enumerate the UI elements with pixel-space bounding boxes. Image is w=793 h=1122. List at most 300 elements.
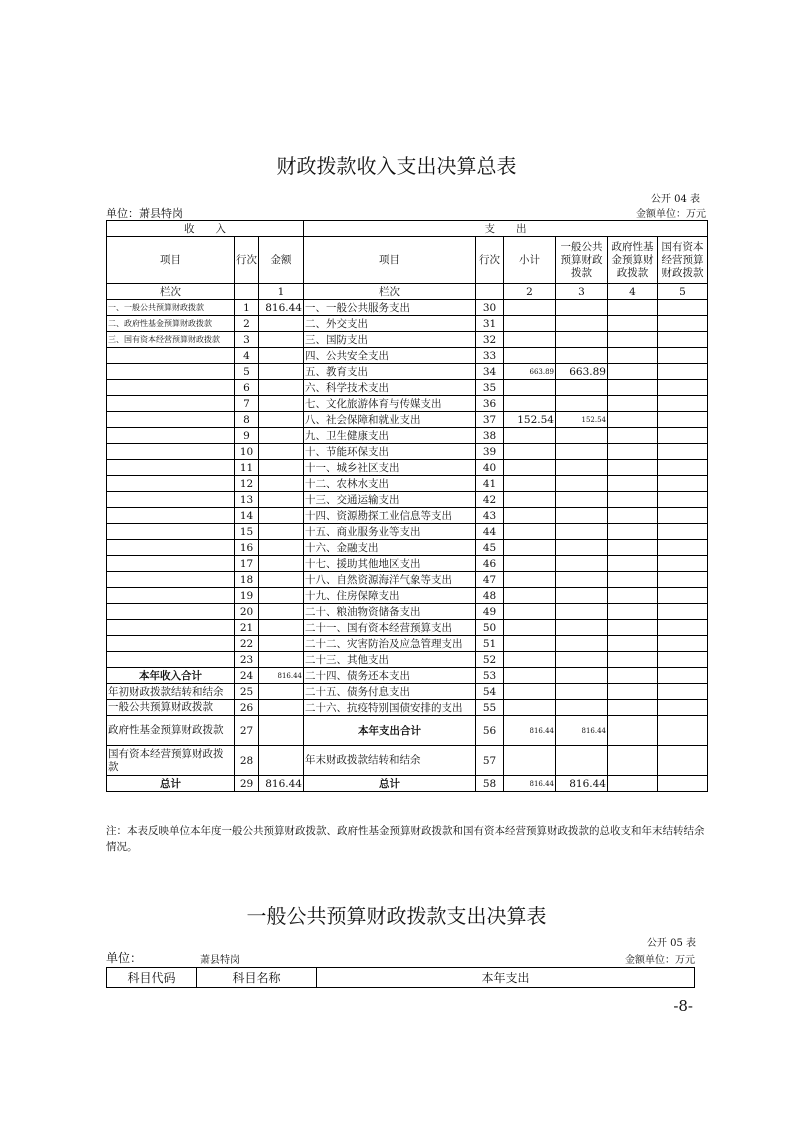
state-capital-value (658, 572, 708, 588)
subtotal-value (504, 620, 556, 636)
table-row (107, 460, 708, 476)
general-budget-value (556, 746, 608, 776)
expense-line-no: 33 (476, 348, 504, 364)
income-amount (259, 428, 304, 444)
income-amount (259, 716, 304, 746)
subtotal-value (504, 396, 556, 412)
table-row (107, 348, 708, 364)
expense-line-no: 47 (476, 572, 504, 588)
expense-line-no: 36 (476, 396, 504, 412)
gov-fund-value (608, 460, 658, 476)
state-capital-value (658, 652, 708, 668)
income-item (107, 476, 235, 492)
general-budget-value (556, 348, 608, 364)
table-row (107, 316, 708, 332)
general-budget-value (556, 604, 608, 620)
expense-line-no: 44 (476, 524, 504, 540)
income-item (107, 524, 235, 540)
gov-fund-header: 政府性基金预算财政拨款 (608, 237, 658, 284)
income-amount (259, 604, 304, 620)
table-row (107, 412, 708, 428)
income-amount (259, 508, 304, 524)
gov-fund-value (608, 428, 658, 444)
table-row (107, 476, 708, 492)
state-capital-value (658, 684, 708, 700)
subtotal-value: 816.44 (504, 776, 556, 792)
subtotal-value (504, 572, 556, 588)
subtotal-value (504, 652, 556, 668)
gov-fund-value (608, 620, 658, 636)
gov-fund-value (608, 348, 658, 364)
subtotal-value (504, 556, 556, 572)
income-item (107, 428, 235, 444)
income-item: 政府性基金预算财政拨款 (107, 716, 235, 746)
income-amount (259, 700, 304, 716)
table-row (107, 604, 708, 620)
income-line-no: 12 (235, 476, 259, 492)
expense-item: 二、外交支出 (304, 316, 476, 332)
gov-fund-value (608, 776, 658, 792)
general-budget-value (556, 444, 608, 460)
table-row (107, 444, 708, 460)
subtotal-value (504, 300, 556, 316)
general-budget-value (556, 556, 608, 572)
income-amount (259, 540, 304, 556)
general-budget-value (556, 668, 608, 684)
state-capital-value (658, 540, 708, 556)
gov-fund-value (608, 412, 658, 428)
table-row (107, 540, 708, 556)
gov-fund-value (608, 716, 658, 746)
general-budget-value (556, 684, 608, 700)
expense-item: 十八、自然资源海洋气象等支出 (304, 572, 476, 588)
subtotal-value (504, 588, 556, 604)
state-capital-value (658, 636, 708, 652)
expense-line-no: 46 (476, 556, 504, 572)
unit-name-2: 萧县特岗 (200, 955, 240, 966)
income-line-no: 22 (235, 636, 259, 652)
general-budget-value (556, 636, 608, 652)
income-header: 收 入 (107, 221, 304, 237)
expense-item: 十五、商业服务业等支出 (304, 524, 476, 540)
subtotal-value: 663.89 (504, 364, 556, 380)
state-capital-value (658, 332, 708, 348)
table-row (107, 716, 708, 746)
expense-item: 八、社会保障和就业支出 (304, 412, 476, 428)
income-amount (259, 396, 304, 412)
income-amount (259, 412, 304, 428)
expense-item: 七、文化旅游体育与传媒支出 (304, 396, 476, 412)
subtotal-value (504, 444, 556, 460)
table-row (107, 332, 708, 348)
subtotal-value (504, 380, 556, 396)
expense-item-header: 项目 (304, 237, 476, 284)
income-line-no: 10 (235, 444, 259, 460)
table-row (107, 492, 708, 508)
unit-label: 单位：萧县特岗 (106, 207, 183, 220)
income-line-no: 15 (235, 524, 259, 540)
income-item (107, 460, 235, 476)
general-budget-value (556, 588, 608, 604)
income-item: 本年收入合计 (107, 668, 235, 684)
expense-item: 六、科学技术支出 (304, 380, 476, 396)
expense-header: 支 出 (304, 221, 708, 237)
state-capital-value (658, 476, 708, 492)
table-row (107, 668, 708, 684)
income-line-no: 2 (235, 316, 259, 332)
gov-fund-value (608, 332, 658, 348)
expense-line-no: 30 (476, 300, 504, 316)
table-row (107, 556, 708, 572)
state-capital-value (658, 556, 708, 572)
gov-fund-value (608, 668, 658, 684)
income-item (107, 652, 235, 668)
general-budget-value: 152.54 (556, 412, 608, 428)
expense-item: 一、一般公共服务支出 (304, 300, 476, 316)
state-capital-header: 国有资本经营预算财政拨款 (658, 237, 708, 284)
income-item (107, 364, 235, 380)
income-line-no: 6 (235, 380, 259, 396)
income-item (107, 380, 235, 396)
subtotal-value (504, 316, 556, 332)
subject-name-header: 科目名称 (197, 968, 317, 988)
income-amount (259, 332, 304, 348)
column-number: 3 (556, 284, 608, 300)
general-budget-value: 816.44 (556, 716, 608, 746)
general-budget-value (556, 540, 608, 556)
income-line-no: 1 (235, 300, 259, 316)
income-item (107, 572, 235, 588)
table-row (107, 572, 708, 588)
state-capital-value (658, 412, 708, 428)
income-amount (259, 444, 304, 460)
state-capital-value (658, 492, 708, 508)
expense-item: 二十一、国有资本经营预算支出 (304, 620, 476, 636)
expense-line-no: 52 (476, 652, 504, 668)
income-item: 二、政府性基金预算财政拨款 (107, 316, 235, 332)
table-row (107, 746, 708, 776)
income-amount: 816.44 (259, 668, 304, 684)
income-item: 国有资本经营预算财政拨款 (107, 746, 235, 776)
subject-code-header: 科目代码 (107, 968, 197, 988)
income-line-no: 23 (235, 652, 259, 668)
expense-item: 十七、援助其他地区支出 (304, 556, 476, 572)
table-row (107, 620, 708, 636)
general-budget-value (556, 396, 608, 412)
expense-line-no: 50 (476, 620, 504, 636)
income-amount (259, 460, 304, 476)
expense-item: 三、国防支出 (304, 332, 476, 348)
income-line-no: 27 (235, 716, 259, 746)
general-budget-value (556, 700, 608, 716)
subtotal-value (504, 604, 556, 620)
expense-line-no: 38 (476, 428, 504, 444)
subtotal-value (504, 492, 556, 508)
amount-unit-2: 金额单位：万元 (625, 955, 695, 966)
general-budget-value (556, 476, 608, 492)
general-budget-value (556, 620, 608, 636)
state-capital-value (658, 716, 708, 746)
table-row (107, 524, 708, 540)
subtotal-value: 152.54 (504, 412, 556, 428)
expense-line-no: 39 (476, 444, 504, 460)
gov-fund-value (608, 492, 658, 508)
income-item (107, 636, 235, 652)
income-line-no: 17 (235, 556, 259, 572)
income-amount (259, 588, 304, 604)
amount-unit: 金额单位：万元 (636, 209, 706, 220)
column-number: 4 (608, 284, 658, 300)
subtotal-value (504, 524, 556, 540)
expense-item: 十二、农林水支出 (304, 476, 476, 492)
gov-fund-value (608, 700, 658, 716)
table-title: 财政拨款收入支出决算总表 (276, 154, 517, 178)
gov-fund-value (608, 444, 658, 460)
gov-fund-value (608, 364, 658, 380)
income-item (107, 620, 235, 636)
subtotal-value (504, 636, 556, 652)
state-capital-value (658, 524, 708, 540)
expense-line-no: 34 (476, 364, 504, 380)
table-row (107, 776, 708, 792)
gov-fund-value (608, 652, 658, 668)
income-item (107, 540, 235, 556)
income-amount (259, 380, 304, 396)
income-amount (259, 348, 304, 364)
income-line-no: 13 (235, 492, 259, 508)
income-item: 三、国有资本经营预算财政拨款 (107, 332, 235, 348)
state-capital-value (658, 364, 708, 380)
income-amount (259, 524, 304, 540)
column-number: 1 (259, 284, 304, 300)
expense-item: 二十五、债务付息支出 (304, 684, 476, 700)
income-line-no: 8 (235, 412, 259, 428)
expense-item: 九、卫生健康支出 (304, 428, 476, 444)
table-row (107, 636, 708, 652)
expense-line-no: 58 (476, 776, 504, 792)
income-amount (259, 316, 304, 332)
budget-summary-table (106, 220, 708, 792)
expense-item: 十九、住房保障支出 (304, 588, 476, 604)
general-budget-value (556, 428, 608, 444)
gov-fund-value (608, 524, 658, 540)
general-budget-value (556, 316, 608, 332)
income-item (107, 604, 235, 620)
income-amount (259, 684, 304, 700)
subtotal-value (504, 332, 556, 348)
expense-item: 二十三、其他支出 (304, 652, 476, 668)
income-line-no: 20 (235, 604, 259, 620)
income-line-no: 18 (235, 572, 259, 588)
income-item (107, 492, 235, 508)
state-capital-value (658, 348, 708, 364)
expense-line-no: 35 (476, 380, 504, 396)
expense-item: 本年支出合计 (304, 716, 476, 746)
income-line-no: 21 (235, 620, 259, 636)
table-title-2: 一般公共预算财政拨款支出决算表 (246, 904, 547, 928)
general-budget-value (556, 380, 608, 396)
gov-fund-value (608, 746, 658, 776)
subtotal-value (504, 684, 556, 700)
annual-expense-header: 本年支出 (317, 968, 695, 988)
income-item (107, 444, 235, 460)
gov-fund-value (608, 316, 658, 332)
table-code: 公开 04 表 (650, 194, 700, 205)
expense-item: 总计 (304, 776, 476, 792)
gov-fund-value (608, 604, 658, 620)
subtotal-value (504, 348, 556, 364)
income-amount (259, 636, 304, 652)
expense-item: 十六、金融支出 (304, 540, 476, 556)
gov-fund-value (608, 684, 658, 700)
gov-fund-value (608, 508, 658, 524)
expense-line-no: 54 (476, 684, 504, 700)
expense-item: 二十二、灾害防治及应急管理支出 (304, 636, 476, 652)
income-line-no: 26 (235, 700, 259, 716)
expense-line-header: 行次 (476, 237, 504, 284)
expense-line-no: 55 (476, 700, 504, 716)
income-line-no: 5 (235, 364, 259, 380)
subtotal-value (504, 668, 556, 684)
state-capital-value (658, 776, 708, 792)
table-code-2: 公开 05 表 (646, 938, 696, 949)
expense-line-no: 49 (476, 604, 504, 620)
income-line-no: 4 (235, 348, 259, 364)
income-amount-header: 金额 (259, 237, 304, 284)
expense-item: 年末财政拨款结转和结余 (304, 746, 476, 776)
general-budget-value (556, 508, 608, 524)
column-number: 5 (658, 284, 708, 300)
income-amount (259, 746, 304, 776)
page-number: -8- (673, 997, 693, 1015)
expense-item: 二十、粮油物资储备支出 (304, 604, 476, 620)
expense-item: 四、公共安全支出 (304, 348, 476, 364)
state-capital-value (658, 300, 708, 316)
state-capital-value (658, 508, 708, 524)
income-item (107, 588, 235, 604)
income-line-no: 16 (235, 540, 259, 556)
income-amount (259, 364, 304, 380)
income-item: 一、一般公共预算财政拨款 (107, 300, 235, 316)
general-budget-value (556, 300, 608, 316)
income-line-no: 19 (235, 588, 259, 604)
income-amount (259, 652, 304, 668)
state-capital-value (658, 700, 708, 716)
state-capital-value (658, 746, 708, 776)
income-item (107, 508, 235, 524)
subtotal-value (504, 460, 556, 476)
expense-line-no: 45 (476, 540, 504, 556)
expenditure-table (106, 967, 695, 988)
expense-line-no: 37 (476, 412, 504, 428)
expense-item: 二十六、抗疫特别国债安排的支出 (304, 700, 476, 716)
expense-line-no: 56 (476, 716, 504, 746)
state-capital-value (658, 668, 708, 684)
expense-item: 五、教育支出 (304, 364, 476, 380)
gov-fund-value (608, 588, 658, 604)
expense-item: 二十四、债务还本支出 (304, 668, 476, 684)
income-line-header: 行次 (235, 237, 259, 284)
income-line-no: 9 (235, 428, 259, 444)
income-item (107, 348, 235, 364)
gov-fund-value (608, 396, 658, 412)
income-item (107, 396, 235, 412)
general-budget-value: 663.89 (556, 364, 608, 380)
expense-line-no: 42 (476, 492, 504, 508)
income-item: 总计 (107, 776, 235, 792)
income-amount (259, 492, 304, 508)
state-capital-value (658, 444, 708, 460)
subtotal-value (504, 540, 556, 556)
income-amount: 816.44 (259, 776, 304, 792)
table-row (107, 396, 708, 412)
general-budget-value (556, 572, 608, 588)
general-budget-value: 816.44 (556, 776, 608, 792)
income-item (107, 556, 235, 572)
state-capital-value (658, 428, 708, 444)
income-amount (259, 556, 304, 572)
gov-fund-value (608, 572, 658, 588)
state-capital-value (658, 588, 708, 604)
general-budget-value (556, 460, 608, 476)
general-budget-value (556, 524, 608, 540)
state-capital-value (658, 380, 708, 396)
subtotal-value (504, 746, 556, 776)
state-capital-value (658, 604, 708, 620)
table-row (107, 364, 708, 380)
table-row (107, 588, 708, 604)
table-row (107, 684, 708, 700)
expense-line-no: 31 (476, 316, 504, 332)
income-item: 年初财政拨款结转和结余 (107, 684, 235, 700)
expense-item: 十、节能环保支出 (304, 444, 476, 460)
table-row (107, 652, 708, 668)
general-budget-header: 一般公共预算财政拨款 (556, 237, 608, 284)
table-row (107, 428, 708, 444)
subtotal-value (504, 476, 556, 492)
expense-item: 十三、交通运输支出 (304, 492, 476, 508)
income-line-no: 25 (235, 684, 259, 700)
general-budget-value (556, 652, 608, 668)
subtotal-value (504, 428, 556, 444)
general-budget-value (556, 492, 608, 508)
income-line-no: 29 (235, 776, 259, 792)
gov-fund-value (608, 476, 658, 492)
gov-fund-value (608, 300, 658, 316)
expense-line-no: 41 (476, 476, 504, 492)
general-budget-value (556, 332, 608, 348)
gov-fund-value (608, 540, 658, 556)
expense-line-no: 53 (476, 668, 504, 684)
state-capital-value (658, 620, 708, 636)
column-label: 栏次 (107, 284, 235, 300)
income-item-header: 项目 (107, 237, 235, 284)
income-line-no: 11 (235, 460, 259, 476)
income-line-no: 3 (235, 332, 259, 348)
expense-line-no: 40 (476, 460, 504, 476)
income-amount (259, 620, 304, 636)
state-capital-value (658, 460, 708, 476)
state-capital-value (658, 316, 708, 332)
subtotal-value: 816.44 (504, 716, 556, 746)
state-capital-value (658, 396, 708, 412)
expense-line-no: 43 (476, 508, 504, 524)
unit-prefix-2: 单位： (106, 951, 143, 965)
income-line-no: 24 (235, 668, 259, 684)
income-line-no: 14 (235, 508, 259, 524)
table-row (107, 508, 708, 524)
table-row (107, 700, 708, 716)
